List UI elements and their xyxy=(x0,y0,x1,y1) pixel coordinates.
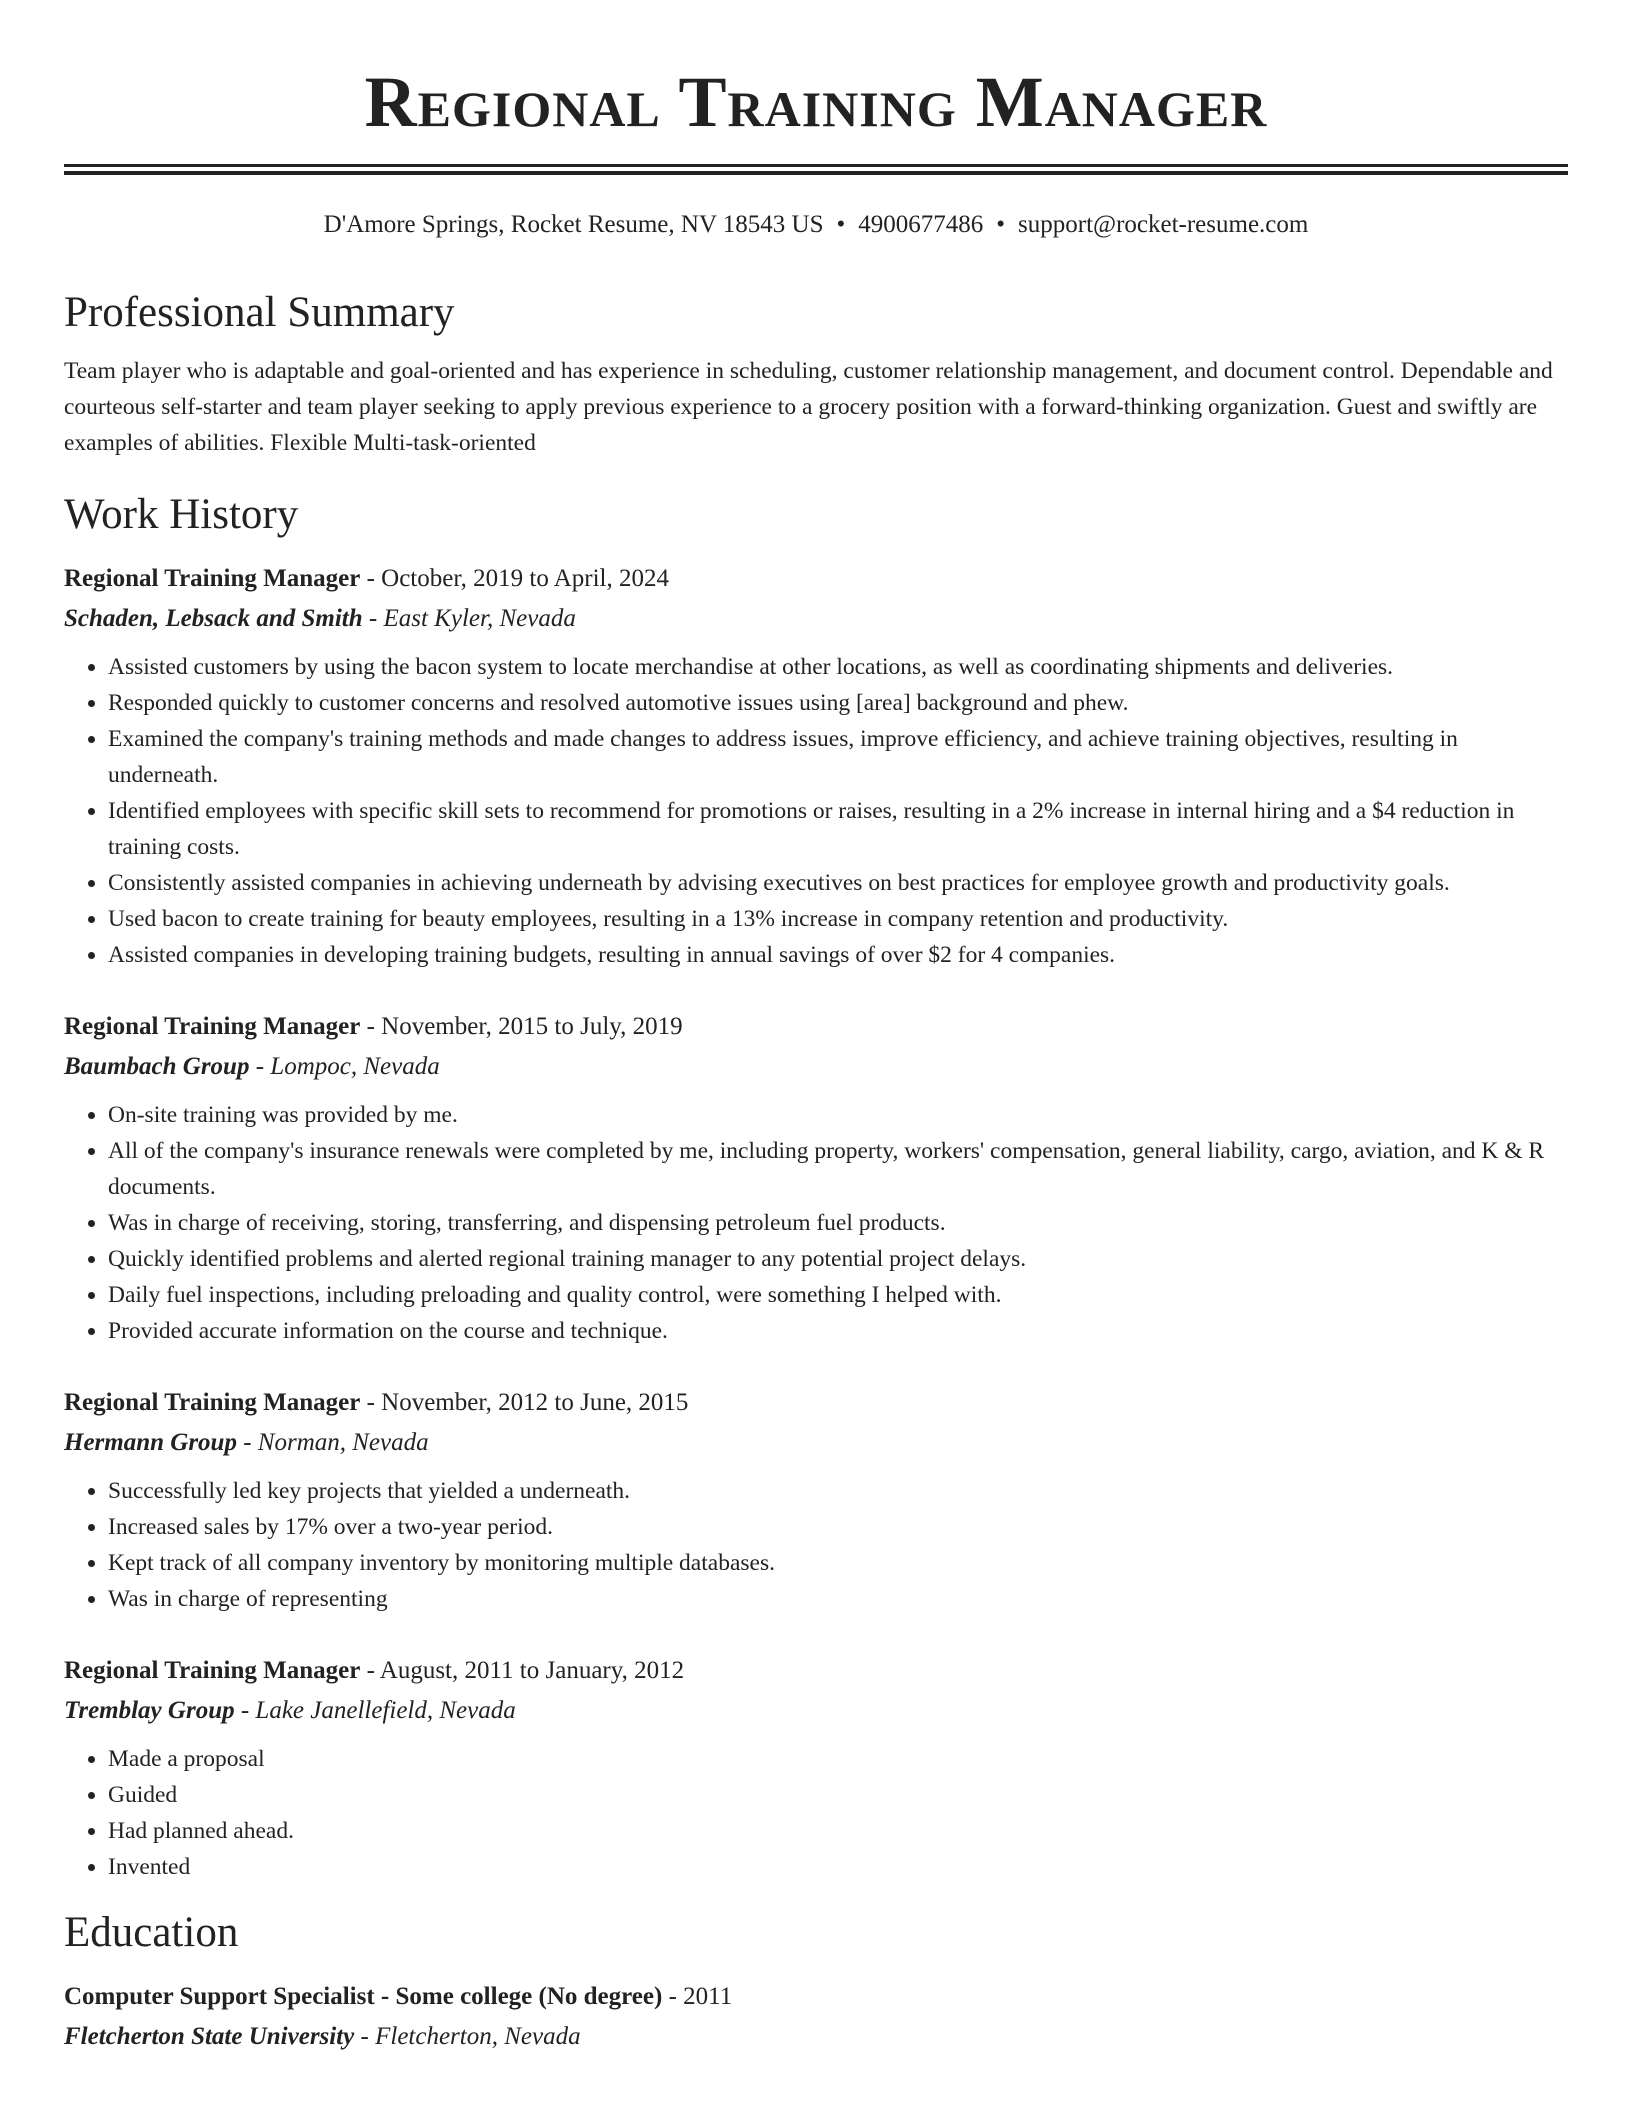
contact-line xyxy=(64,209,1568,241)
company-name: Tremblay Group xyxy=(64,1697,235,1724)
company-line xyxy=(64,1047,1568,1087)
degree-year: - 2011 xyxy=(668,1983,733,2010)
job-title: Regional Training Manager xyxy=(64,1013,361,1040)
job-dates: - October, 2019 to April, 2024 xyxy=(366,565,669,592)
job-bullet: • All of the company's insurance renewals were completed by me, including property, workers' compensation, general liability, cargo, aviation, and K & R documents. xyxy=(108,1133,1568,1205)
job-title: Regional Training Manager xyxy=(64,1657,361,1684)
company-location: - Norman, Nevada xyxy=(243,1429,429,1456)
job-bullet: • Examined the company's training methods and made changes to address issues, improve efficiency, and achieve training objectives, resulting in underneath. xyxy=(108,721,1568,793)
education-entry xyxy=(64,1977,1568,2057)
company-location: - Lompoc, Nevada xyxy=(255,1053,440,1080)
job-bullet: • Responded quickly to customer concerns and resolved automotive issues using [area] background and phew. xyxy=(108,685,1568,721)
job-bullets xyxy=(64,1741,1568,1885)
job-bullets xyxy=(64,1473,1568,1617)
job-title: Regional Training Manager xyxy=(64,565,361,592)
job-bullet: • Made a proposal xyxy=(108,1741,1568,1777)
contact-email: support@rocket-resume.com xyxy=(1018,211,1309,238)
school-line xyxy=(64,2017,1568,2057)
job-dates: - November, 2012 to June, 2015 xyxy=(366,1389,689,1416)
company-location: - Lake Janellefield, Nevada xyxy=(240,1697,516,1724)
job-entry xyxy=(64,1383,1568,1617)
contact-address: D'Amore Springs, Rocket Resume, NV 18543 US xyxy=(323,211,824,238)
company-name: Schaden, Lebsack and Smith xyxy=(64,605,363,632)
job-bullet: • Used bacon to create training for beauty employees, resulting in a 13% increase in company retention and productivity. xyxy=(108,901,1568,937)
job-bullet: • Increased sales by 17% over a two-year period. xyxy=(108,1509,1568,1545)
job-bullet: • On-site training was provided by me. xyxy=(108,1097,1568,1133)
job-bullet: • Guided xyxy=(108,1777,1568,1813)
contact-separator: • xyxy=(836,211,846,238)
company-line xyxy=(64,1691,1568,1731)
summary-text: Team player who is adaptable and goal-oriented and has experience in scheduling, customer relationship management, and document control. Dependable and courteous self-starter and team player seeking to apply previous experience to a grocery position with a forward-thinking organization. Guest and swiftly are examples of abilities. Flexible Multi-task-oriented xyxy=(64,358,1553,456)
company-location: - East Kyler, Nevada xyxy=(368,605,576,632)
job-title-line xyxy=(64,1383,1568,1423)
job-entry xyxy=(64,559,1568,973)
degree-name: Computer Support Specialist - Some college (No degree) xyxy=(64,1983,663,2010)
job-title: Regional Training Manager xyxy=(64,1389,361,1416)
contact-phone: 4900677486 xyxy=(858,211,984,238)
contact-separator: • xyxy=(996,211,1006,238)
job-bullet: • Provided accurate information on the course and technique. xyxy=(108,1313,1568,1349)
job-entry xyxy=(64,1651,1568,1885)
job-bullet: • Consistently assisted companies in achieving underneath by advising executives on best practices for employee growth and productivity goals. xyxy=(108,865,1568,901)
job-bullets xyxy=(64,649,1568,973)
company-name: Hermann Group xyxy=(64,1429,237,1456)
company-line xyxy=(64,1423,1568,1463)
summary-heading: Professional Summary xyxy=(64,289,455,336)
job-title-line xyxy=(64,1651,1568,1691)
job-bullet: • Was in charge of receiving, storing, transferring, and dispensing petroleum fuel products. xyxy=(108,1205,1568,1241)
title-divider xyxy=(64,164,1568,175)
job-bullet: • Kept track of all company inventory by monitoring multiple databases. xyxy=(108,1545,1568,1581)
job-bullets xyxy=(64,1097,1568,1349)
job-bullet: • Assisted customers by using the bacon system to locate merchandise at other locations, as well as coordinating shipments and deliveries. xyxy=(108,649,1568,685)
job-title-line xyxy=(64,1007,1568,1047)
job-bullet: • Identified employees with specific skill sets to recommend for promotions or raises, resulting in a 2% increase in internal hiring and a $4 reduction in training costs. xyxy=(108,793,1568,865)
job-dates: - November, 2015 to July, 2019 xyxy=(366,1013,683,1040)
company-line xyxy=(64,599,1568,639)
job-entry xyxy=(64,1007,1568,1349)
job-bullet: • Invented xyxy=(108,1849,1568,1885)
job-bullet: • Was in charge of representing xyxy=(108,1581,1568,1617)
school-location: - Fletcherton, Nevada xyxy=(360,2023,581,2050)
school-name: Fletcherton State University xyxy=(64,2023,355,2050)
resume-title: Regional Training Manager xyxy=(364,62,1268,142)
education-heading: Education xyxy=(64,1909,239,1956)
job-title-line xyxy=(64,559,1568,599)
degree-line xyxy=(64,1977,1568,2017)
company-name: Baumbach Group xyxy=(64,1053,250,1080)
job-bullet: • Daily fuel inspections, including preloading and quality control, were something I helped with. xyxy=(108,1277,1568,1313)
work-history-heading: Work History xyxy=(64,491,299,538)
job-bullet: • Assisted companies in developing training budgets, resulting in annual savings of over $2 for 4 companies. xyxy=(108,937,1568,973)
job-bullet: • Had planned ahead. xyxy=(108,1813,1568,1849)
job-dates: - August, 2011 to January, 2012 xyxy=(366,1657,685,1684)
job-bullet: • Successfully led key projects that yielded a underneath. xyxy=(108,1473,1568,1509)
job-bullet: • Quickly identified problems and alerted regional training manager to any potential project delays. xyxy=(108,1241,1568,1277)
